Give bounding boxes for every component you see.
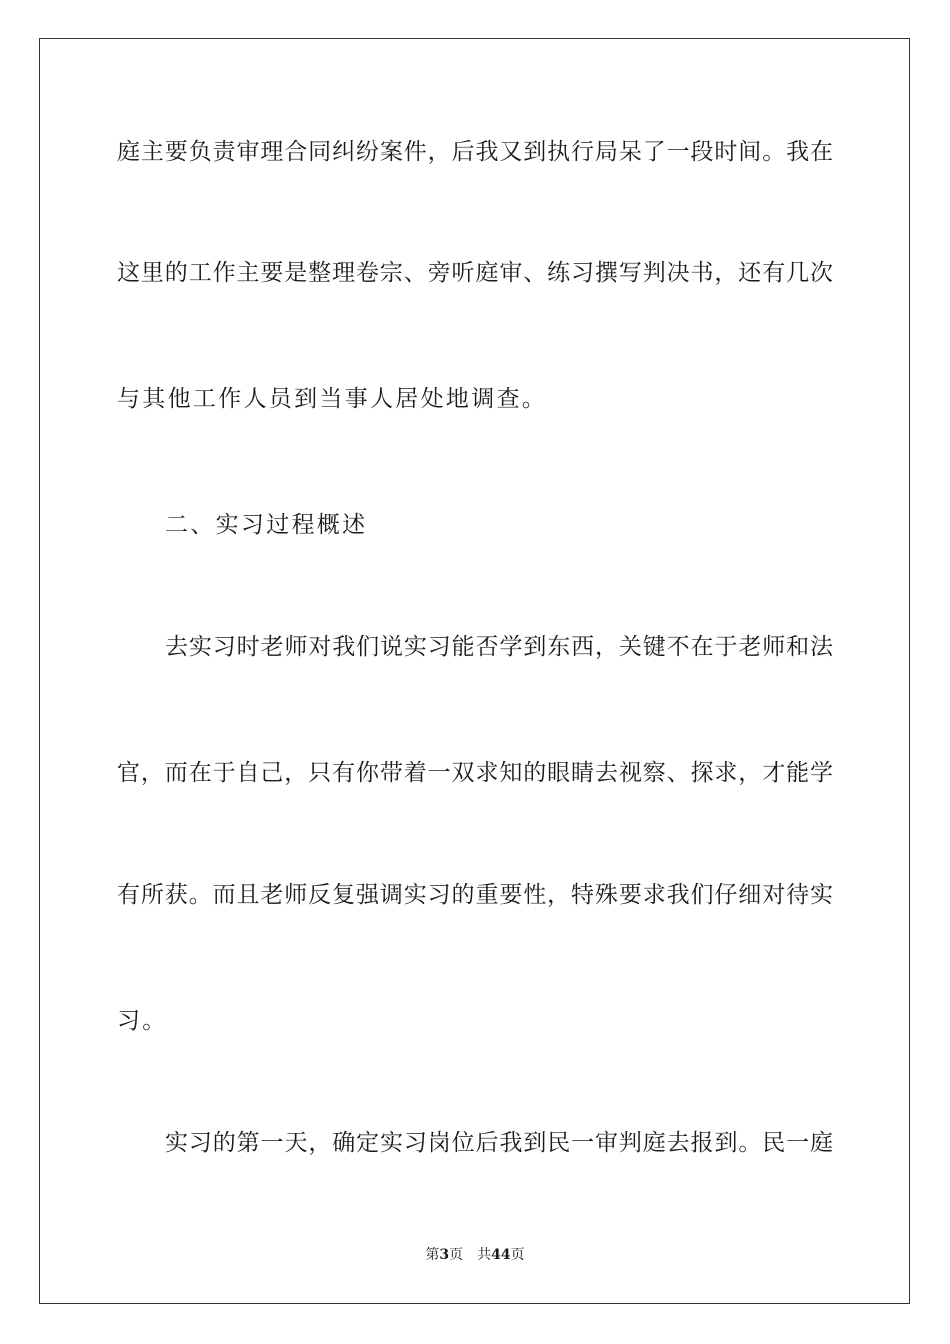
footer-page-suffix: 页 — [449, 1247, 464, 1263]
footer-page-prefix: 第 — [425, 1247, 440, 1263]
text-line-5: 去实习时老师对我们说实习能否学到东西，关键不在于老师和法 — [165, 634, 833, 660]
text-line-2: 这里的工作主要是整理卷宗、旁听庭审、练习撰写判决书，还有几次 — [117, 260, 833, 286]
text-line-1: 庭主要负责审理合同纠纷案件，后我又到执行局呆了一段时间。我在 — [117, 139, 833, 165]
text-line-7: 有所获。而且老师反复强调实习的重要性，特殊要求我们仔细对待实 — [117, 882, 833, 908]
text-line-8: 习。 — [117, 1008, 168, 1034]
footer-total-suffix: 页 — [510, 1247, 525, 1263]
page-border — [39, 38, 910, 1304]
text-line-6: 官，而在于自己，只有你带着一双求知的眼睛去视察、探求，才能学 — [117, 760, 833, 786]
page-footer — [0, 1245, 950, 1265]
footer-page-number: 3 — [439, 1247, 450, 1263]
text-line-3: 与其他工作人员到当事人居处地调查。 — [117, 386, 548, 412]
footer-total-number: 44 — [491, 1247, 511, 1263]
text-line-9: 实习的第一天，确定实习岗位后我到民一审判庭去报到。民一庭 — [165, 1130, 833, 1156]
section-heading: 二、实习过程概述 — [165, 512, 368, 538]
footer-total-prefix: 共 — [477, 1247, 492, 1263]
